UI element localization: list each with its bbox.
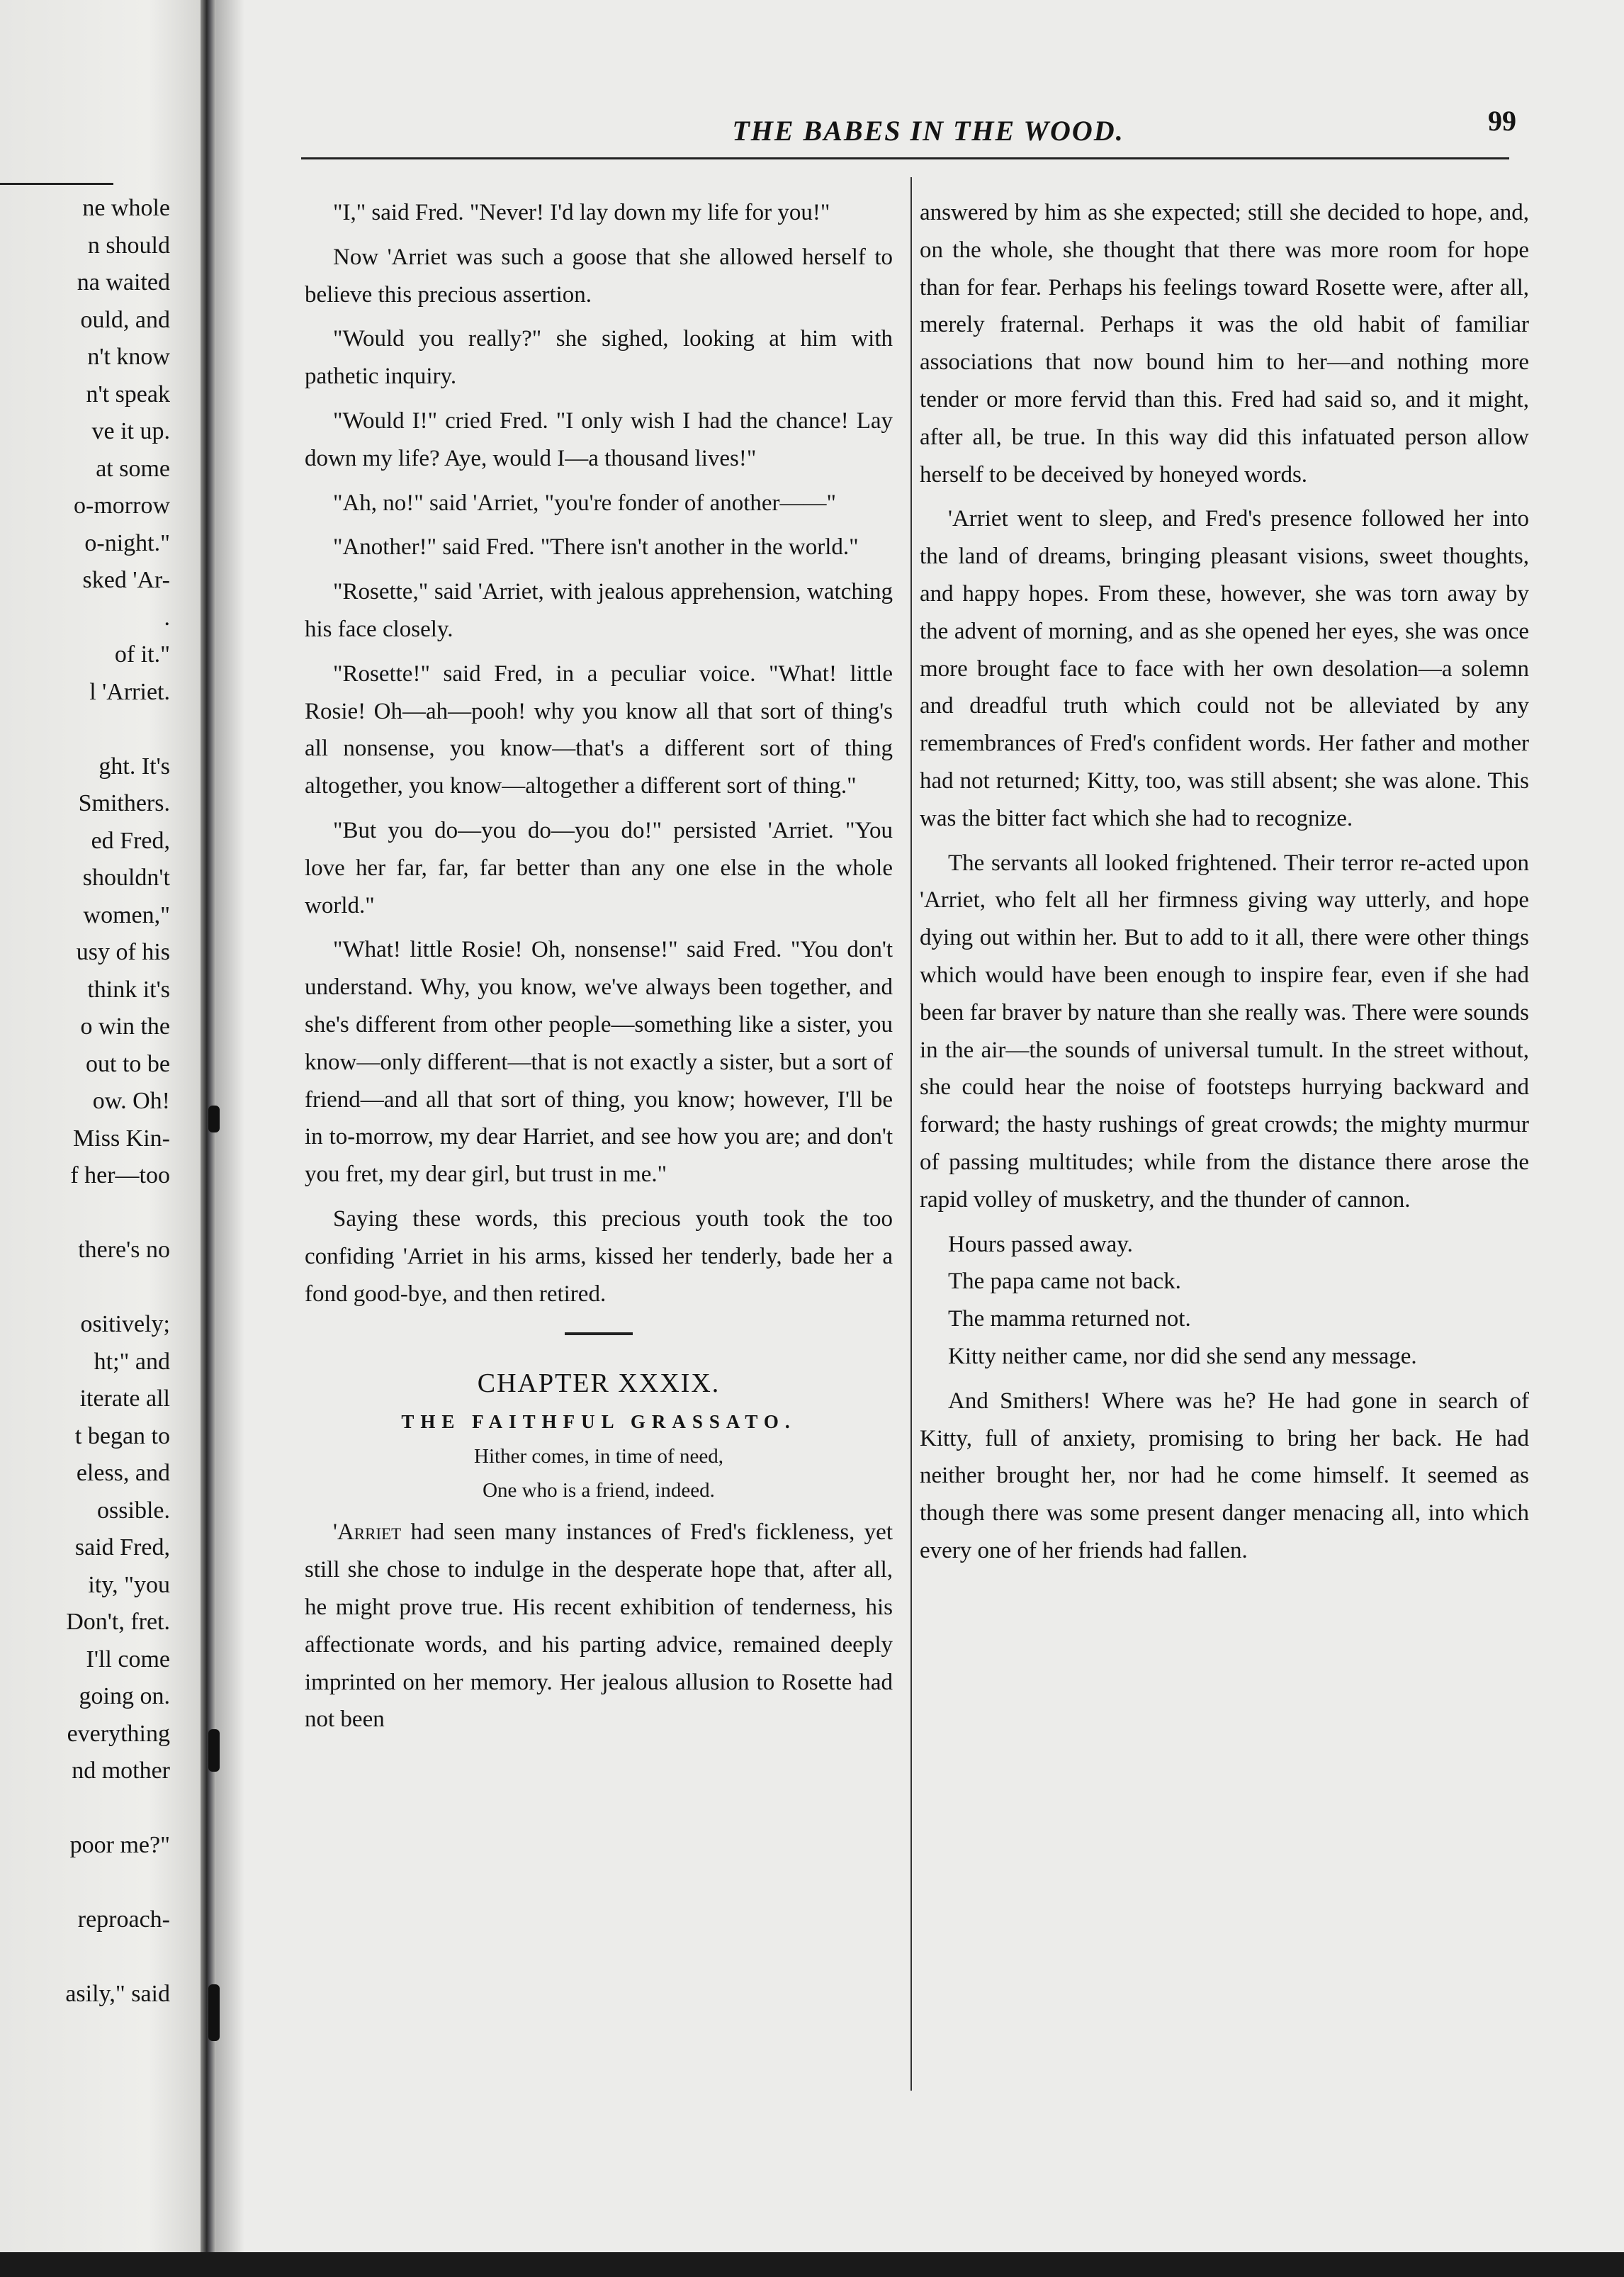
- left-page-edge: [0, 0, 213, 2277]
- binding-stitch: [208, 1729, 220, 1772]
- opening-word: 'Arriet: [333, 1519, 402, 1546]
- left-page-fragment: women,": [83, 901, 170, 928]
- paragraph: "Rosette!" said Fred, in a peculiar voice. "What! little Rosie! Oh—ah—pooh! why you know all that sort of thing's all nonsense, you know—that's a different sort of thing altogether, you know—altogether a different sort of thing.": [305, 660, 893, 799]
- left-page-fragment: asily," said: [65, 1981, 170, 2007]
- paragraph: "Would you really?" she sighed, looking at him with pathetic inquiry.: [305, 326, 893, 390]
- left-page-fragment: ould, and: [80, 306, 170, 333]
- paragraph: "What! little Rosie! Oh, nonsense!" said Fred. "You don't understand. Why, you know, we've always been together, and she's different from other people—something like a sister, you know—only different—that is not exactly a sister, but a sort of friend—and all that sort of thing, you know; however, I'll be in to-morrow, my dear Harriet, and see how you are; and don't you fret, my dear girl, but trust in me.": [305, 937, 893, 1188]
- left-page-fragment: [0, 715, 213, 743]
- left-page-fragment: n't know: [87, 344, 170, 370]
- epigraph-line: Hither comes, in time of need,: [474, 1445, 723, 1468]
- column-divider: [910, 177, 912, 2091]
- left-page-fragment: eless, and: [76, 1460, 170, 1486]
- left-page-fragment: at some: [96, 455, 170, 482]
- left-page-fragment: o win the: [80, 1013, 170, 1040]
- paragraph: "Would I!" cried Fred. "I only wish I had the chance! Lay down my life? Aye, would I—a thousand lives!": [305, 407, 893, 471]
- left-page-fragment: na waited: [77, 269, 170, 296]
- left-page-fragment: Smithers.: [78, 790, 170, 816]
- left-page-fragment: iterate all: [79, 1385, 170, 1412]
- left-page-fragment: going on.: [79, 1683, 170, 1709]
- paragraph: "But you do—you do—you do!" persisted 'Arriet. "You love her far, far, far better than any one else in the whole world.": [305, 817, 893, 918]
- left-page-fragment: of it.": [114, 641, 170, 668]
- left-page-fragment: ed Fred,: [91, 827, 170, 854]
- paragraph: The papa came not back.: [948, 1269, 1181, 1295]
- left-page-fragment: ht;" and: [94, 1348, 170, 1375]
- left-page-fragment: l 'Arriet.: [89, 678, 170, 705]
- left-page-fragment: f her—too: [70, 1162, 170, 1188]
- text-column-left: [305, 194, 893, 1745]
- left-page-fragment: [0, 1794, 213, 1823]
- epigraph-line: One who is a friend, indeed.: [483, 1479, 715, 1502]
- left-page-fragment: ve it up.: [91, 418, 170, 444]
- left-page-fragment: think it's: [87, 976, 170, 1003]
- left-page-fragment: said Fred,: [74, 1534, 170, 1561]
- left-page-fragment: ght. It's: [98, 753, 170, 780]
- paragraph: Kitty neither came, nor did she send any message.: [948, 1343, 1417, 1369]
- chapter-subtitle: THE FAITHFUL GRASSATO.: [401, 1411, 796, 1433]
- text-column-right: [920, 194, 1529, 1577]
- book-gutter: [201, 0, 216, 2277]
- page-number: 99: [1488, 105, 1516, 137]
- paragraph: "Ah, no!" said 'Arriet, "you're fonder of another——": [333, 490, 836, 516]
- left-page-fragment: n't speak: [86, 381, 170, 407]
- left-page-fragment: .: [164, 604, 170, 631]
- left-page-fragment: nd mother: [72, 1758, 170, 1784]
- left-page-fragment: [0, 1869, 213, 1897]
- paragraph: The servants all looked frightened. Their terror re-acted upon 'Arriet, who felt all her firmness giving way utterly, and hope dying out within her. But to add to it all, there were other things which would have been enough to inspire fear, even if she had been far braver by nature than she really was. There were sounds in the air—the sounds of universal tumult. In the street without, she could hear the noise of footsteps hurrying backward and forward; the hasty rushings of great crowds; the mighty murmur of passing multitudes; while from the distance there arose the rapid volley of musketry, and the thunder of cannon.: [920, 850, 1529, 1213]
- left-page-fragment: everything: [67, 1720, 170, 1747]
- left-page-fragment: Miss Kin-: [73, 1125, 170, 1152]
- left-page-fragment: shouldn't: [82, 865, 170, 891]
- left-page-fragment: I'll come: [86, 1646, 170, 1672]
- left-page-fragment: t began to: [74, 1422, 170, 1449]
- header-rule: [301, 157, 1509, 159]
- left-page-fragment: reproach-: [77, 1906, 170, 1933]
- left-page-fragment: [0, 1274, 213, 1302]
- opening-text: had seen many instances of Fred's fickleness, yet still she chose to indulge in the desperate hope that, after all, he might prove true. His recent exhibition of tenderness, his affectionate words, and his parting advice, remained deeply imprinted on her memory. Her jealous allusion to Rosette had not been: [305, 1519, 893, 1733]
- left-page-fragment: ossible.: [97, 1497, 170, 1524]
- paragraph: Hours passed away.: [948, 1231, 1133, 1257]
- left-page-fragment: poor me?": [69, 1832, 170, 1858]
- paragraph: "I," said Fred. "Never! I'd lay down my life for you!": [333, 200, 830, 225]
- paragraph: Now 'Arriet was such a goose that she allowed herself to believe this precious assertion.: [305, 244, 893, 308]
- binding-stitch: [208, 1984, 220, 2041]
- left-page-fragment: n should: [87, 232, 170, 259]
- left-page-fragment: ositively;: [80, 1311, 170, 1337]
- left-page-fragment: ow. Oh!: [92, 1088, 170, 1114]
- left-page-fragment: ity, "you: [88, 1571, 170, 1598]
- paragraph: "Rosette," said 'Arriet, with jealous apprehension, watching his face closely.: [305, 579, 893, 642]
- left-page-fragment: o-morrow: [74, 493, 170, 519]
- left-page-fragment: o-night.": [84, 529, 170, 556]
- paragraph: Saying these words, this precious youth took the too confiding 'Arriet in his arms, kissed her tenderly, bade her a fond good-bye, and then retired.: [305, 1205, 893, 1307]
- left-page-fragment: ne whole: [82, 195, 170, 221]
- left-page-fragment: out to be: [86, 1050, 170, 1077]
- paragraph: The mamma returned not.: [948, 1306, 1191, 1332]
- paragraph: And Smithers! Where was he? He had gone in search of Kitty, full of anxiety, promising to bring her back. He had neither brought her, nor had he come himself. It seemed as though there was some present danger menacing all, into which every one of her friends had fallen.: [920, 1388, 1529, 1563]
- scan-bottom-border: [0, 2252, 1624, 2277]
- binding-stitch: [208, 1106, 220, 1132]
- left-page-fragment: Don't, fret.: [66, 1609, 170, 1635]
- paragraph: answered by him as she expected; still she decided to hope, and, on the whole, she thought that there was more room for hope than for fear. Perhaps his feelings toward Rosette were, after all, merely fraternal. Perhaps it was the old habit of familiar associations that now bound him to her—and nothing more tender or more fervid than this. Fred had said so, and it might, after all, be true. In this way did this infatuated person allow herself to be deceived by honeyed words.: [920, 200, 1529, 488]
- left-page-fragment: there's no: [78, 1237, 170, 1263]
- chapter-title: CHAPTER XXXIX.: [477, 1368, 721, 1399]
- paragraph: "Another!" said Fred. "There isn't another in the world.": [333, 534, 859, 561]
- left-page-fragment: usy of his: [76, 939, 170, 965]
- chapter-opening-paragraph: [305, 1514, 893, 1738]
- section-break-rule: [565, 1332, 633, 1335]
- gutter-shadow: [216, 0, 244, 2277]
- epigraph: [305, 1443, 893, 1504]
- paragraph: 'Arriet went to sleep, and Fred's presence followed her into the land of dreams, bringing pleasant visions, sweet thoughts, and happy hopes. From these, however, she was torn away by the advent of morning, and as she opened her eyes, she was once more brought face to face with her own desolation—a solemn and dreadful truth which could not be alleviated by any remembrances of Fred's confident words. Her father and mother had not returned; Kitty, too, was still absent; she was alone. This was the bitter fact which she had to recognize.: [920, 506, 1529, 831]
- left-page-fragment: [0, 1943, 213, 1972]
- left-page-fragment: [0, 1199, 213, 1227]
- left-page-rule: [0, 183, 113, 185]
- left-page-fragment: sked 'Ar-: [82, 567, 170, 593]
- running-head: THE BABES IN THE WOOD.: [732, 115, 1124, 147]
